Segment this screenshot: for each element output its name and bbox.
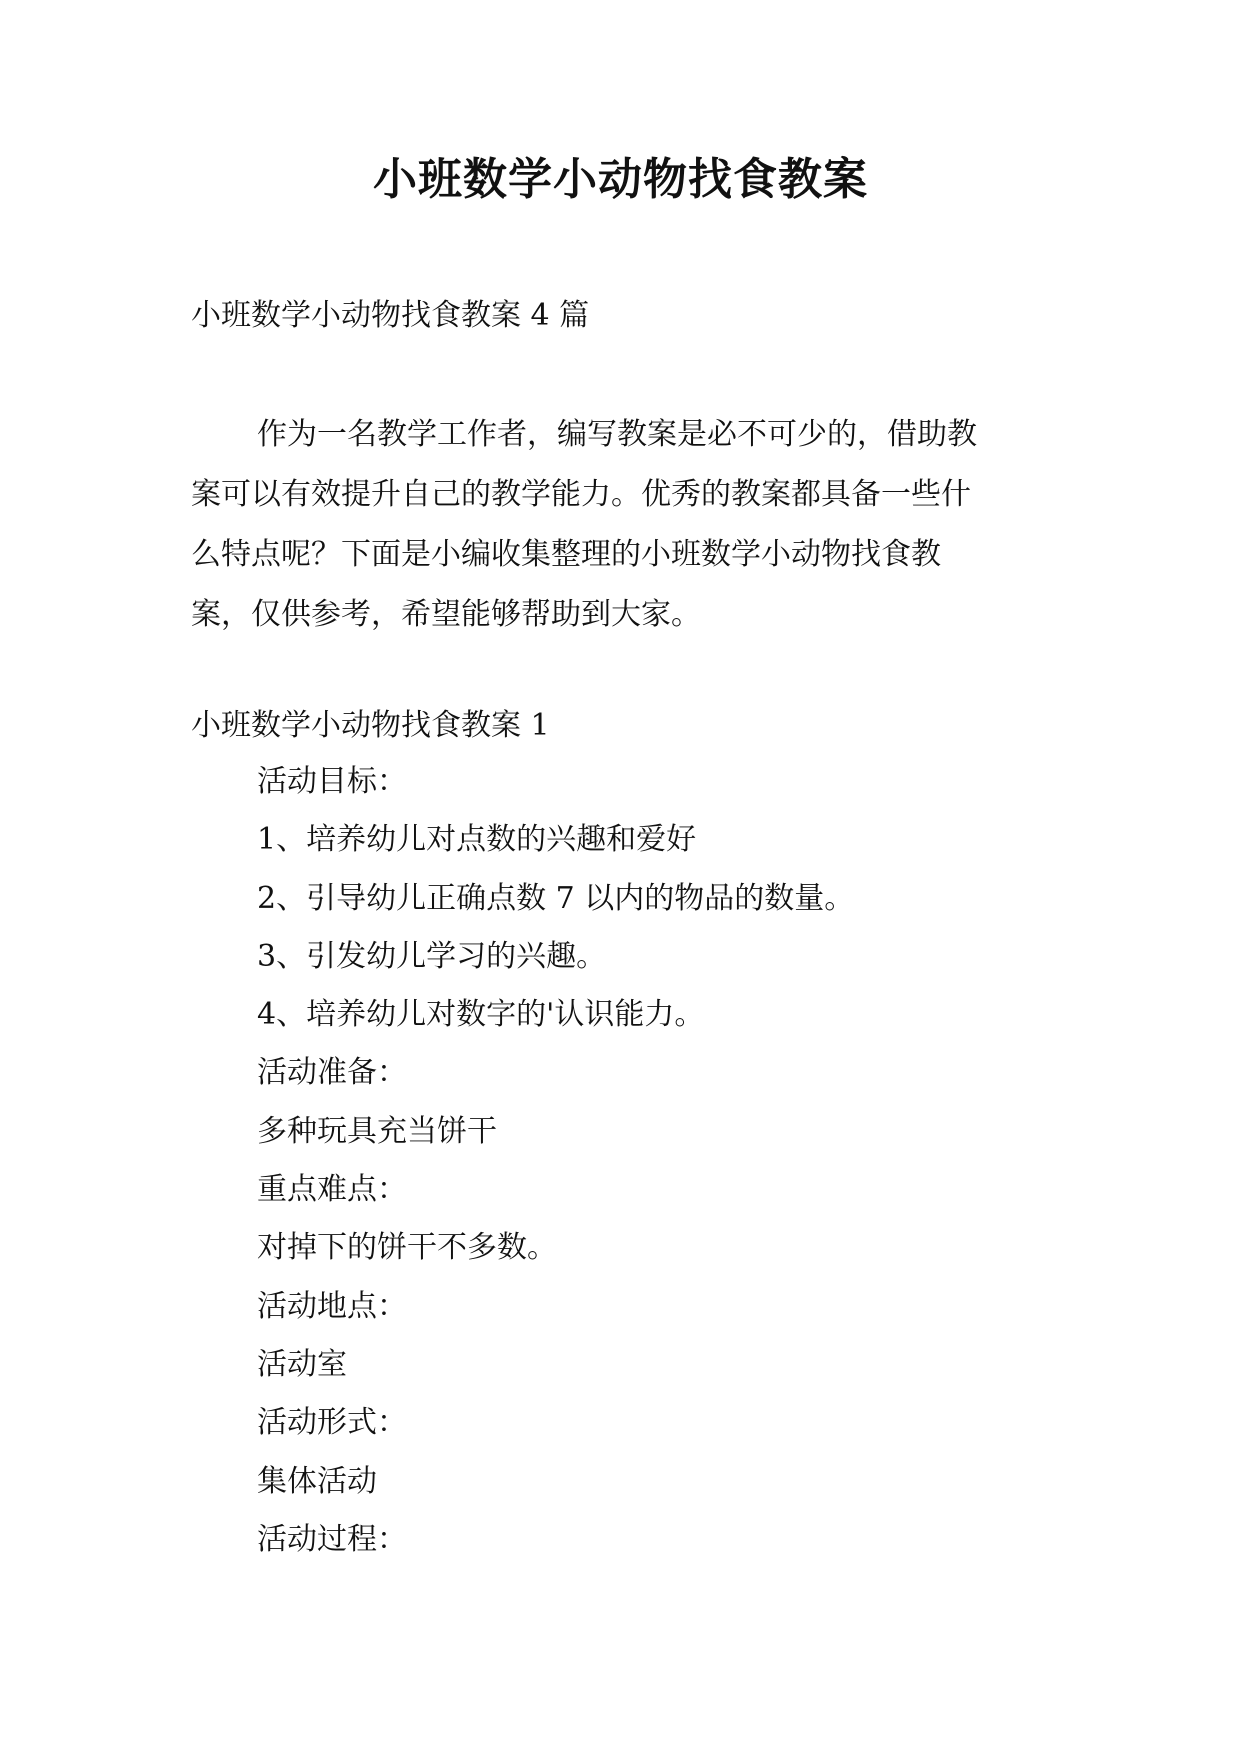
body-line: 1、培养幼儿对点数的兴趣和爱好 [257,822,697,858]
body-line: 对掉下的饼干不多数。 [257,1230,557,1266]
body-line: 重点难点： [257,1172,407,1208]
body-line: 活动目标： [257,764,407,799]
body-line: 活动室 [257,1346,347,1382]
section-heading: 小班数学小动物找食教案 1 [191,708,550,743]
intro-line: 么特点呢？下面是小编收集整理的小班数学小动物找食教 [191,537,941,572]
body-line: 多种玩具充当饼干 [257,1113,497,1149]
intro-paragraph [191,405,1053,645]
intro-line: 案可以有效提升自己的教学能力。优秀的教案都具备一些什 [191,477,971,512]
body-line: 4、培养幼儿对数字的'认识能力。 [257,997,705,1033]
body-line: 活动形式： [257,1405,407,1441]
intro-line: 作为一名教学工作者，编写教案是必不可少的，借助教 [257,417,977,452]
document-title: 小班数学小动物找食教案 [373,154,868,205]
body-line: 2、引导幼儿正确点数 7 以内的物品的数量。 [257,880,855,916]
lesson-body [257,762,854,1578]
body-line: 活动准备： [257,1055,407,1091]
body-line: 活动地点： [257,1288,407,1324]
body-line: 活动过程： [257,1521,407,1557]
intro-line: 案，仅供参考，希望能够帮助到大家。 [191,597,701,632]
body-line: 3、引发幼儿学习的兴趣。 [257,938,607,974]
document-subtitle: 小班数学小动物找食教案 4 篇 [191,298,590,333]
body-line: 集体活动 [257,1463,377,1499]
